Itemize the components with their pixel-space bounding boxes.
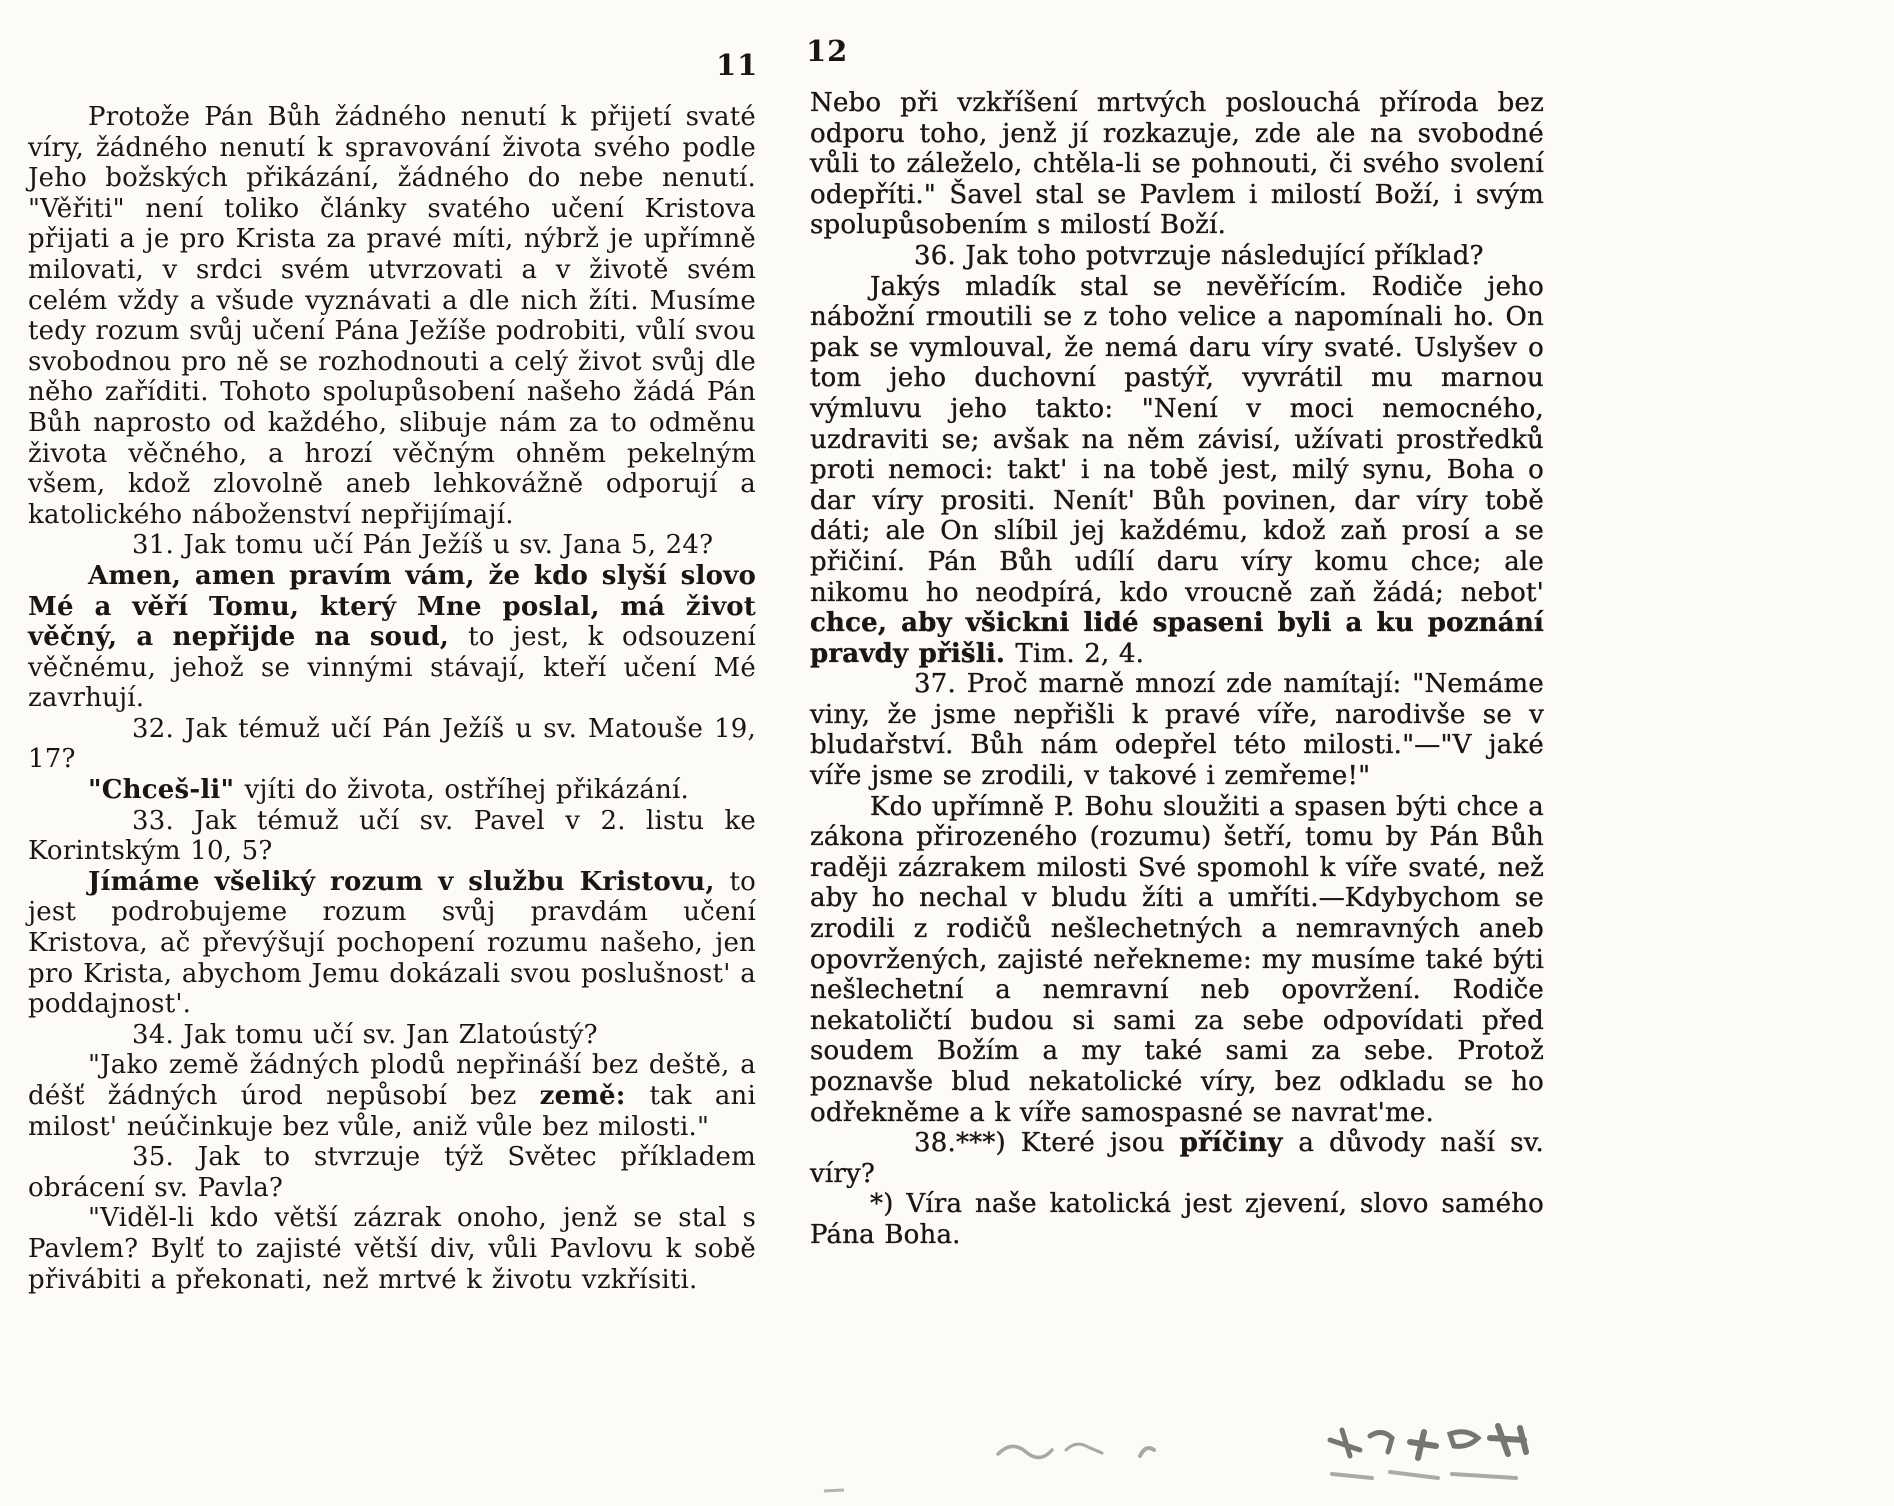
bold-text-run: Amen, amen pravím vám, že kdo slyší slovo Mé a věří Tomu, který Mne poslal, má život věčný, a nepřijde na soud, bbox=[28, 560, 756, 653]
right-page-text-column bbox=[810, 88, 1544, 1251]
text-run: 31. Jak tomu učí Pán Ježíš u sv. Jana 5, 24? bbox=[132, 530, 714, 561]
question-paragraph bbox=[810, 669, 1544, 791]
bold-text-run: chce, aby všickni lidé spaseni byli a ku poznání pravdy přišli. bbox=[810, 608, 1544, 669]
page-number-right: 12 bbox=[806, 34, 849, 68]
paragraph bbox=[28, 102, 756, 530]
question-paragraph bbox=[28, 1020, 756, 1051]
question-paragraph bbox=[28, 714, 756, 775]
paragraph bbox=[28, 1203, 756, 1295]
paragraph bbox=[810, 272, 1544, 670]
text-run: "Viděl-li kdo větší zázrak onoho, jenž se stal s Pavlem? Bylť to zajisté větší div, vůli Pavlovu k sobě přivábiti a překonati, než mrtvé k životu vzkřísiti. bbox=[28, 1203, 756, 1295]
paragraph bbox=[28, 867, 756, 1020]
bold-text-run: Jímáme všeliký rozum v službu Kristovu, bbox=[88, 866, 730, 897]
question-paragraph bbox=[810, 1128, 1544, 1189]
text-run: to jest podrobujeme rozum svůj pravdám učení Kristova, ač převýšují pochopení rozumu našeho, jen pro Krista, abychom Jemu dokázali svou poslušnost' a poddajnost'. bbox=[28, 866, 756, 1020]
bold-text-run: příčiny bbox=[1179, 1128, 1299, 1159]
paragraph bbox=[28, 775, 756, 806]
paragraph bbox=[810, 88, 1544, 241]
scan-mark bbox=[824, 1488, 844, 1492]
text-run: 38.***) Které jsou bbox=[914, 1128, 1180, 1159]
paragraph bbox=[810, 1189, 1544, 1250]
text-run: tak ani milost' neúčinkuje bez vůle, aniž vůle bez milosti." bbox=[28, 1081, 757, 1142]
page-number-left: 11 bbox=[716, 48, 759, 82]
text-run: 33. Jak témuž učí sv. Pavel v 2. listu ke Korintským 10, 5? bbox=[28, 805, 756, 867]
bold-text-run: země: bbox=[539, 1081, 650, 1111]
text-run: 36. Jak toho potvrzuje následující příklad? bbox=[914, 240, 1484, 271]
text-run: 34. Jak tomu učí sv. Jan Zlatoústý? bbox=[132, 1019, 598, 1050]
text-run: 35. Jak to stvrzuje týž Světec příkladem obrácení sv. Pavla? bbox=[28, 1142, 756, 1203]
text-run: Nebo při vzkříšení mrtvých poslouchá příroda bez odporu toho, jenž jí rozkazuje, zde ale na svobodné vůli to záleželo, chtěla-li se pohnouti, či svého svolení odepříti." Šavel stal se Pavlem i milostí Boží, i svým spolupůsobením s milostí Boží. bbox=[810, 88, 1544, 241]
scan-smudge-area bbox=[980, 1412, 1560, 1502]
text-run: Jakýs mladík stal se nevěřícím. Rodiče jeho nábožní rmoutili se z toho velice a napomínali ho. On pak se vymlouval, že nemá daru víry svaté. Uslyšev o tom jeho duchovní pastýř, vyvrátil mu marnou výmluvu jeho takto: "Není v moci nemocného, uzdraviti se; avšak na něm závisí, užívati prostředků proti nemoci: takt' i na tobě jest, milý synu, Boha o dar víry prositi. Nenít' Bůh povinen, dar víry tobě dáti; ale On slíbil jej každému, kdož zaň prosí a se přičiní. Pán Bůh udílí daru víry komu chce; ale nikomu ho neodpírá, kdo vroucně zaň žádá; nebot' bbox=[810, 271, 1544, 608]
text-run: *) Víra naše katolická jest zjevení, slovo samého Pána Boha. bbox=[810, 1189, 1544, 1250]
text-run: vjíti do života, ostříhej přikázání. bbox=[244, 775, 690, 806]
bold-text-run: "Chceš-li" bbox=[88, 775, 245, 806]
text-run: "Jako země žádných plodů nepřináší bez deště, a déšť žádných úrod nepůsobí bez bbox=[28, 1050, 756, 1111]
question-paragraph bbox=[28, 1142, 756, 1203]
paragraph bbox=[28, 1050, 756, 1142]
paragraph bbox=[810, 792, 1544, 1129]
text-run: 32. Jak témuž učí Pán Ježíš u sv. Matouše 19, 17? bbox=[28, 713, 756, 775]
question-paragraph bbox=[28, 806, 756, 867]
left-page-text-column bbox=[28, 102, 756, 1295]
text-run: 37. Proč marně mnozí zde namítají: "Nemáme viny, že jsme nepřišli k pravé víře, narodivše se v bludařství. Bůh nám odepřel této milosti."—"V jaké víře jsme se zrodili, v takové i zemřeme!" bbox=[810, 669, 1544, 792]
text-run: to jest, k odsouzení věčnému, jehož se vinnými stávají, kteří učení Mé zavrhují. bbox=[28, 622, 756, 714]
ink-smudge-icon bbox=[980, 1412, 1560, 1502]
paragraph bbox=[28, 561, 756, 714]
text-run: Tim. 2, 4. bbox=[1015, 638, 1145, 669]
text-run: a důvody naší sv. víry? bbox=[810, 1128, 1544, 1189]
question-paragraph bbox=[810, 241, 1544, 272]
text-run: Kdo upřímně P. Bohu sloužiti a spasen býti chce a zákona přirozeného (rozumu) šetří, tomu by Pán Bůh raději zázrakem milosti Své spomohl k víře svaté, než aby ho nechal v bludu žíti a umříti.—Kdybychom se zrodili z rodičů nešlechetných a nemravných aneb opovržených, zajisté neřekneme: my musíme také býti nešlechetní a nemravní neb opovržení. Rodiče nekatoličtí budou si sami za sebe odpovídati před soudem Božím a my také sami za sebe. Protož poznavše blud nekatolické víry, bez odkladu se ho odřekněme a k víře samospasné se navrat'me. bbox=[810, 791, 1544, 1128]
text-run: Protože Pán Bůh žádného nenutí k přijetí svaté víry, žádného nenutí k spravování života svého podle Jeho božských přikázání, žádného do nebe nenutí. "Věřiti" není toliko články svatého učení Kristova přijati a je pro Krista za pravé míti, nýbrž je upřímně milovati, v srdci svém utvrzovati a v životě svém celém vždy a všude vyznávati a dle nich žíti. Musíme tedy rozum svůj učení Pána Ježíše podrobiti, vůlí svou svobodnou pro ně se rozhodnouti a celý život svůj dle něho zaříditi. Tohoto spolupůsobení našeho žádá Pán Bůh naprosto od každého, slibuje nám za to odměnu života věčného, a hrozí věčným ohněm pekelným všem, kdož zlovolně aneb lehkovážně odporují a katolického náboženství nepřijímají. bbox=[28, 102, 756, 530]
question-paragraph bbox=[28, 530, 756, 561]
